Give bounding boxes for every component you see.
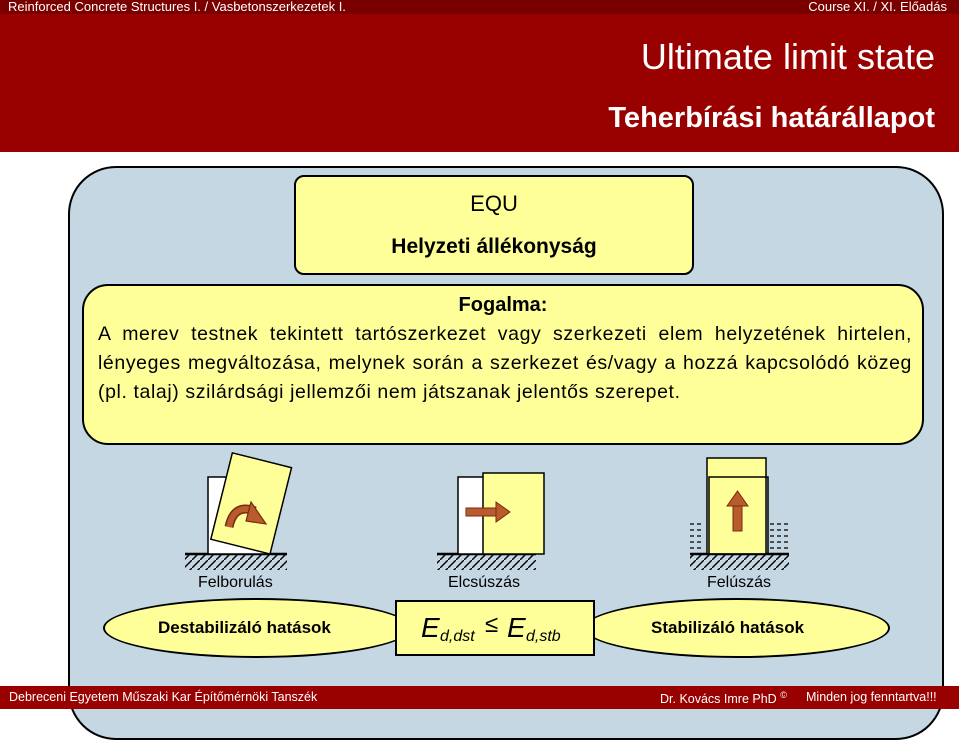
stabilizing-label: Stabilizáló hatások bbox=[651, 618, 805, 637]
course-title-left: Reinforced Concrete Structures I. / Vasbetonszerkezetek I. bbox=[8, 0, 346, 14]
ground-hatch bbox=[690, 554, 789, 570]
footer-author bbox=[660, 690, 787, 706]
caption-sliding: Elcsúszás bbox=[448, 574, 521, 591]
formula-box bbox=[395, 600, 595, 656]
equ-label: EQU bbox=[470, 191, 518, 216]
formula-sub-dst: d,dst bbox=[440, 628, 475, 645]
equ-subtitle: Helyzeti állékonyság bbox=[391, 235, 597, 258]
formula-relation: ≤ bbox=[485, 611, 499, 638]
definition-title: Fogalma: bbox=[458, 294, 548, 316]
ground-hatch bbox=[185, 554, 287, 570]
footer-bar bbox=[0, 686, 959, 709]
caption-uplift: Felúszás bbox=[707, 574, 772, 591]
definition-text: A merev testnek tekintett tartószerkezet vagy szerkezeti elem helyzetének hirtelen, lényeges megváltozása, melynek során a szerkezet és/vagy a hozzá kapcsolódó közeg (pl. talaj) szilárdsági jellemzői nem játszanak jelentős szerepet. bbox=[98, 323, 912, 403]
footer-rights: Minden jog fenntartva!!! bbox=[806, 690, 937, 704]
overturning-figure bbox=[185, 453, 292, 570]
slide-title-english: Ultimate limit state bbox=[640, 36, 935, 77]
formula-e-stb: E bbox=[507, 612, 526, 643]
copyright-icon: © bbox=[780, 690, 787, 700]
formula-e-dst: E bbox=[421, 612, 440, 643]
caption-overturning: Felborulás bbox=[198, 574, 273, 591]
formula-sub-stb: d,stb bbox=[526, 628, 561, 645]
destabilizing-label: Destabilizáló hatások bbox=[158, 618, 331, 637]
uplift-figure bbox=[690, 458, 789, 570]
ground-hatch bbox=[437, 554, 536, 570]
sliding-figure bbox=[437, 473, 544, 570]
footer-institution: Debreceni Egyetem Műszaki Kar Építőmérnöki Tanszék bbox=[9, 690, 318, 704]
course-title-right: Course XI. / XI. Előadás bbox=[808, 0, 947, 14]
slide-title-hungarian: Teherbírási határállapot bbox=[608, 102, 935, 134]
footer-author-name: Dr. Kovács Imre PhD bbox=[660, 692, 777, 707]
